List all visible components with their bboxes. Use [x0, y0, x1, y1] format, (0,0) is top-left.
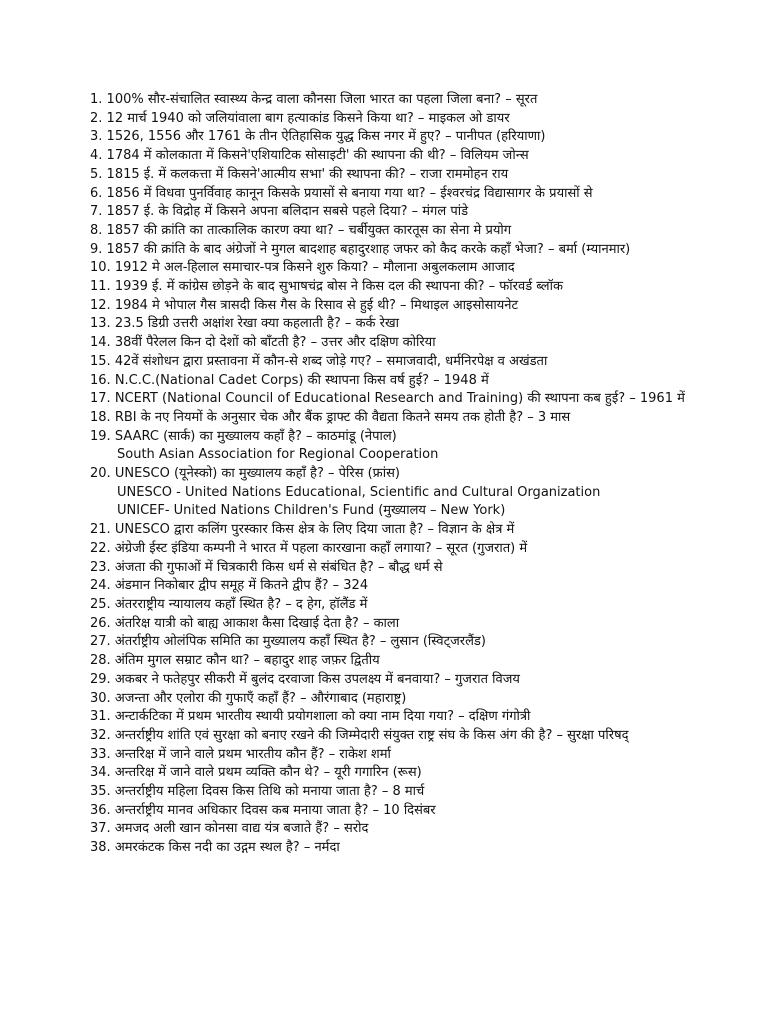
item-number: 13.	[90, 316, 111, 332]
list-item	[90, 222, 750, 241]
list-item	[90, 633, 750, 652]
item-text: अमरकंटक किस नदी का उद्गम स्थल है? – नर्मदा	[114, 840, 340, 856]
item-number: 24.	[90, 578, 111, 594]
list-item	[90, 409, 750, 428]
list-item	[90, 727, 750, 746]
item-number: 4.	[90, 148, 103, 164]
list-item	[90, 166, 750, 185]
item-subline: South Asian Association for Regional Cooperation	[117, 447, 439, 463]
list-item	[90, 802, 750, 821]
item-number: 15.	[90, 353, 111, 369]
list-item	[90, 241, 750, 260]
list-item	[90, 353, 750, 372]
item-number: 17.	[90, 391, 111, 407]
item-number: 28.	[90, 653, 111, 669]
item-number: 23.	[90, 559, 111, 575]
list-item	[90, 259, 750, 278]
item-number: 19.	[90, 428, 111, 444]
list-item	[90, 334, 750, 353]
item-number: 6.	[90, 185, 103, 201]
list-item	[90, 465, 750, 521]
item-text: 12 मार्च 1940 को जलियांवाला बाग हत्याकांड किसने किया था? – माइकल ओ डायर	[106, 110, 510, 126]
list-item	[90, 110, 750, 129]
list-item	[90, 746, 750, 765]
list-item	[90, 390, 750, 409]
item-text: 1815 ई. में कलकत्ता में किसने'आत्मीय सभा' की स्थापना की? – राजा राममोहन राय	[106, 166, 509, 182]
item-number: 22.	[90, 540, 111, 556]
item-number: 12.	[90, 297, 111, 313]
item-text: अंतरराष्ट्रीय न्यायालय कहाँ स्थित है? – द हेग, हॉलैंड में	[114, 596, 368, 612]
item-text: 38वीं पैरेलल किन दो देशों को बाँटती है? – उत्तर और दक्षिण कोरिया	[114, 335, 436, 351]
item-text: 100% सौर-संचालित स्वास्थ्य केन्द्र वाला कौनसा जिला भारत का पहला जिला बना? – सूरत	[106, 92, 538, 107]
item-number: 26.	[90, 615, 111, 631]
item-subline: UNESCO - United Nations Educational, Scientific and Cultural Organization	[117, 484, 601, 500]
item-number: 5.	[90, 166, 103, 182]
list-item	[90, 652, 750, 671]
list-item	[90, 521, 750, 540]
list-item	[90, 203, 750, 222]
item-text: अंतर्राष्ट्रीय ओलंपिक समिति का मुख्यालय कहाँ स्थित है? – लुसान (स्विट्जरलैंड)	[114, 634, 486, 650]
list-item	[90, 671, 750, 690]
item-number: 9.	[90, 241, 103, 257]
item-text: अन्तरिक्ष में जाने वाले प्रथम भारतीय कौन हैं? – राकेश शर्मा	[114, 746, 391, 762]
item-number: 29.	[90, 671, 111, 687]
list-item	[90, 577, 750, 596]
list-item	[90, 297, 750, 316]
item-text: अन्तर्राष्ट्रीय शांति एवं सुरक्षा को बनाए रखने की जिम्मेदारी संयुक्त राष्ट्र संघ के किस अंग की है? – सुरक्षा परिषद्	[114, 727, 629, 743]
list-item	[90, 820, 750, 839]
item-number: 20.	[90, 466, 111, 482]
item-text: अकबर ने फतेहपुर सीकरी में बुलंद दरवाजा किस उपलक्ष्य में बनवाया? – गुजरात विजय	[114, 671, 520, 687]
item-number: 37.	[90, 821, 111, 837]
item-text: 1856 में विधवा पुनर्विवाह कानून किसके प्रयासों से बनाया गया था? – ईश्वरचंद्र विद्यासागर के प्रयासों से	[106, 185, 593, 201]
item-number: 7.	[90, 204, 103, 220]
item-number: 18.	[90, 409, 111, 425]
item-text: 42वें संशोधन द्वारा प्रस्तावना में कौन-से शब्द जोड़े गए? – समाजवादी, धर्मनिरपेक्ष व अखंडता	[114, 353, 548, 369]
list-item	[90, 596, 750, 615]
item-text: RBI के नए नियमों के अनुसार चेक और बैंक ड्राफ्ट की वैद्यता कितने समय तक होती है? – 3 मास	[114, 409, 571, 425]
item-text: अमजद अली खान कोनसा वाद्य यंत्र बजाते हैं? – सरोद	[114, 821, 369, 837]
list-item	[90, 783, 750, 802]
item-text: 1857 ई. के विद्रोह में किसने अपना बलिदान सबसे पहले दिया? – मंगल पांडे	[106, 204, 469, 220]
list-item	[90, 559, 750, 578]
item-number: 1.	[90, 92, 103, 107]
item-subline: UNICEF- United Nations Children's Fund (मुख्यालय – New York)	[117, 503, 506, 519]
item-text: SAARC (सार्क) का मुख्यालय कहाँ है? – काठमांडू (नेपाल)	[114, 428, 397, 444]
list-item	[90, 764, 750, 783]
item-text: 1784 में कोलकाता में किसने'एशियाटिक सोसाइटी' की स्थापना की थी? – विलियम जोन्स	[106, 148, 529, 164]
item-text: अंतिम मुगल सम्राट कौन था? – बहादुर शाह जफ़र द्वितीय	[114, 653, 380, 669]
list-item	[90, 147, 750, 166]
item-text: N.C.C.(National Cadet Corps) की स्थापना किस वर्ष हुई? – 1948 में	[114, 372, 489, 388]
item-text: 23.5 डिग्री उत्तरी अक्षांश रेखा क्या कहलाती है? – कर्क रेखा	[114, 316, 399, 332]
item-number: 14.	[90, 335, 111, 351]
list-item	[90, 185, 750, 204]
item-text: अंतरिक्ष यात्री को बाह्य आकाश कैसा दिखाई देता है? – काला	[114, 615, 400, 631]
item-number: 11.	[90, 279, 111, 295]
item-text: अन्टार्कटिका में प्रथम भारतीय स्थायी प्रयोगशाला को क्या नाम दिया गया? – दक्षिण गंगोत्री	[114, 709, 531, 725]
item-number: 32.	[90, 727, 111, 743]
item-text: 1984 मे भोपाल गैस त्रासदी किस गैस के रिसाव से हुई थी? – मिथाइल आइसोसायनेट	[114, 297, 519, 313]
item-number: 31.	[90, 709, 111, 725]
item-number: 8.	[90, 222, 103, 238]
item-number: 25.	[90, 596, 111, 612]
item-text: अजन्ता और एलोरा की गुफाएँ कहाँ हैं? – औरंगाबाद (महाराष्ट्र)	[114, 690, 407, 706]
item-number: 34.	[90, 765, 111, 781]
item-text: NCERT (National Council of Educational Research and Training) की स्थापना कब हुई? – 1961 में	[114, 391, 685, 407]
item-number: 35.	[90, 784, 111, 800]
item-number: 16.	[90, 372, 111, 388]
item-number: 38.	[90, 840, 111, 856]
item-text: अंजता की गुफाओं में चित्रकारी किस धर्म से संबंधित है? – बौद्ध धर्म से	[114, 559, 443, 575]
list-item	[90, 128, 750, 147]
list-item	[90, 839, 750, 858]
item-text: अन्तर्राष्ट्रीय महिला दिवस किस तिथि को मनाया जाता है? – 8 मार्च	[114, 784, 425, 800]
list-item	[90, 708, 750, 727]
list-item	[90, 690, 750, 709]
list-item	[90, 615, 750, 634]
list-item	[90, 540, 750, 559]
item-number: 30.	[90, 690, 111, 706]
list-item	[90, 278, 750, 297]
item-number: 33.	[90, 746, 111, 762]
item-text: 1857 की क्रांति का तात्कालिक कारण क्या था? – चर्बीयुक्त कारतूस का सेना मे प्रयोग	[106, 222, 512, 238]
item-number: 21.	[90, 522, 111, 538]
item-text: 1857 की क्रांति के बाद अंग्रेजों ने मुगल बादशाह बहादुरशाह जफर को कैद करके कहाँ भेजा? – बर्मा (म्यानमार)	[106, 241, 631, 257]
item-text: अंग्रेजी ईस्ट इंडिया कम्पनी ने भारत में पहला कारखाना कहाँ लगाया? – सूरत (गुजरात) में	[114, 540, 528, 556]
question-list	[90, 91, 750, 858]
list-item	[90, 428, 750, 465]
item-text: अन्तर्राष्ट्रीय मानव अधिकार दिवस कब मनाया जाता है? – 10 दिसंबर	[114, 802, 436, 818]
list-item	[90, 91, 750, 110]
item-number: 36.	[90, 802, 111, 818]
item-text: UNESCO द्वारा कलिंग पुरस्कार किस क्षेत्र के लिए दिया जाता है? – विज्ञान के क्षेत्र में	[114, 522, 515, 538]
list-item	[90, 315, 750, 334]
item-text: 1912 मे अल-हिलाल समाचार-पत्र किसने शुरु किया? – मौलाना अबुलकलाम आजाद	[114, 260, 515, 276]
item-number: 3.	[90, 129, 103, 145]
list-item	[90, 372, 750, 391]
item-number: 10.	[90, 260, 111, 276]
item-text: 1939 ई. में कांग्रेस छोड़ने के बाद सुभाषचंद्र बोस ने किस दल की स्थापना की? – फॉरवर्ड ब्लॉक	[114, 279, 563, 295]
item-number: 2.	[90, 110, 103, 126]
item-text: अन्तरिक्ष में जाने वाले प्रथम व्यक्ति कौन थे? – यूरी गगारिन (रूस)	[114, 765, 422, 781]
item-text: अंडमान निकोबार द्वीप समूह में कितने द्वीप हैं? – 324	[114, 578, 369, 594]
item-text: 1526, 1556 और 1761 के तीन ऐतिहासिक युद्ध किस नगर में हुए? – पानीपत (हरियाणा)	[106, 129, 546, 145]
item-number: 27.	[90, 634, 111, 650]
item-text: UNESCO (यूनेस्को) का मुख्यालय कहाँ है? – पेरिस (फ्रांस)	[114, 466, 400, 482]
